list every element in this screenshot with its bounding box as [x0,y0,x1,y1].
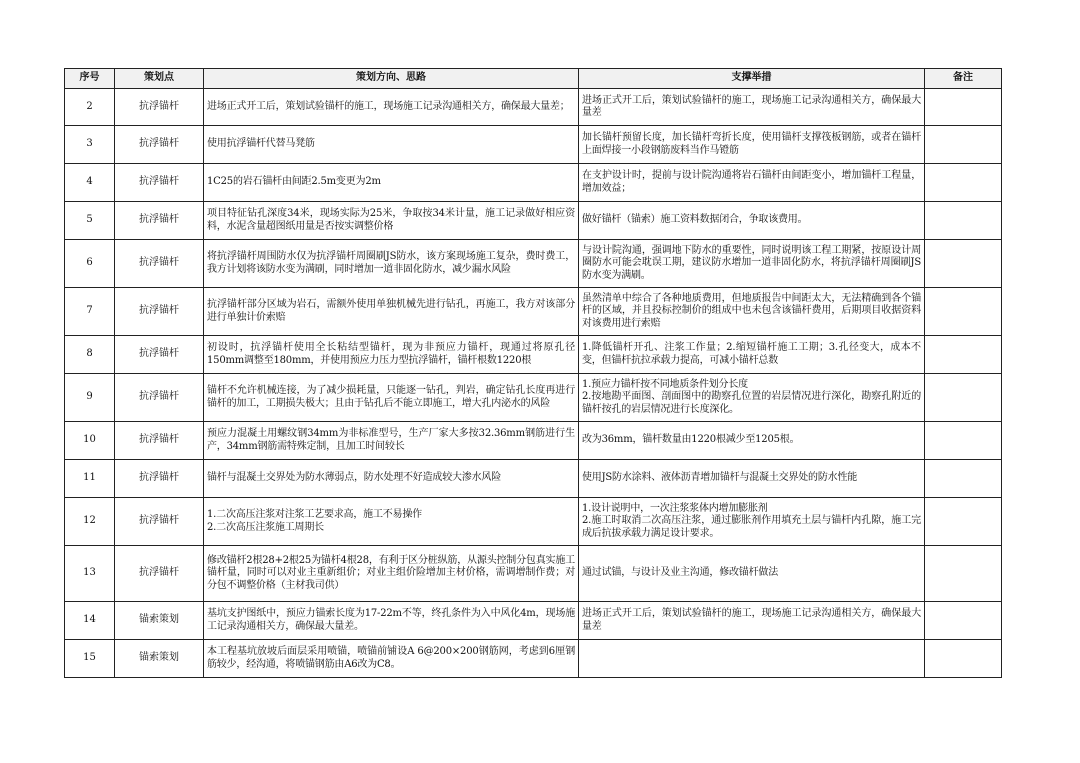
row-point: 抗浮锚杆 [115,89,204,126]
row-number: 12 [65,498,115,546]
row-remark [925,164,1002,202]
row-idea: 修改锚杆2根28+2根25为锚杆4根28，有利于区分桩纵筋，从源头控制分包真实施工锚杆量，同时可以对业主重新组价；对业主组价险增加主材价格，需调增制作费；对分包不调整价格（主材我司供） [204,546,579,602]
row-point: 锚索策划 [115,640,204,678]
row-point: 抗浮锚杆 [115,288,204,336]
header-idea: 策划方向、思路 [204,69,579,89]
row-idea: 本工程基坑放坡后面层采用喷锚，喷锚前铺设A 6@200×200钢筋网，考虑到6厘钢筋较少，经沟通，将喷锚钢筋由A6改为C8。 [204,640,579,678]
table-row [65,336,1002,374]
table-row [65,240,1002,288]
row-remark [925,89,1002,126]
row-number: 9 [65,374,115,422]
row-remark [925,288,1002,336]
row-point: 抗浮锚杆 [115,422,204,460]
row-number: 2 [65,89,115,126]
row-idea: 项目特征钻孔深度34米，现场实际为25米，争取按34米计量，施工记录做好相应资料，水泥含量超图纸用量是否按实调整价格 [204,202,579,240]
row-measure: 使用JS防水涂料、液体沥青增加锚杆与混凝土交界处的防水性能 [579,460,925,498]
row-idea: 1.二次高压注浆对注浆工艺要求高，施工不易操作 2.二次高压注浆施工周期长 [204,498,579,546]
row-point: 锚索策划 [115,602,204,640]
row-remark [925,240,1002,288]
table-row [65,288,1002,336]
table-row [65,374,1002,422]
header-no: 序号 [65,69,115,89]
row-number: 11 [65,460,115,498]
row-idea: 初设时，抗浮锚杆使用全长粘结型锚杆，现为非预应力锚杆，现通过将原孔径150mm调整至180mm，并使用预应力压力型抗浮锚杆，锚杆根数1220根 [204,336,579,374]
row-idea: 预应力混凝土用螺纹钢34mm为非标准型号，生产厂家大多按32.36mm钢筋进行生产，34mm钢筋需特殊定制，且加工时间较长 [204,422,579,460]
header-point: 策划点 [115,69,204,89]
row-idea: 锚杆与混凝土交界处为防水薄弱点，防水处理不好造成较大渗水风险 [204,460,579,498]
row-remark [925,202,1002,240]
row-remark [925,460,1002,498]
header-remark: 备注 [925,69,1002,89]
table-header-row [65,69,1002,89]
row-remark [925,498,1002,546]
header-measure: 支撑举措 [579,69,925,89]
table-row [65,422,1002,460]
row-measure: 进场正式开工后，策划试验锚杆的施工，现场施工记录沟通相关方，确保最大量差 [579,602,925,640]
row-remark [925,422,1002,460]
row-idea: 使用抗浮锚杆代替马凳筋 [204,126,579,164]
row-measure: 与设计院沟通，强调地下防水的重要性，同时说明该工程工期紧，按原设计周圈防水可能会耽误工期，建议防水增加一道非固化防水，将抗浮锚杆周圈刷JS防水变为满刷。 [579,240,925,288]
table-row [65,498,1002,546]
table-row [65,546,1002,602]
row-number: 5 [65,202,115,240]
row-number: 14 [65,602,115,640]
row-point: 抗浮锚杆 [115,498,204,546]
row-number: 7 [65,288,115,336]
row-idea: 锚杆不允许机械连接，为了减少损耗量，只能逐一钻孔，判岩，确定钻孔长度再进行锚杆的加工，工期损失极大；且由于钻孔后不能立即施工，增大孔内泌水的风险 [204,374,579,422]
row-number: 13 [65,546,115,602]
row-number: 6 [65,240,115,288]
row-measure: 虽然清单中综合了各种地质费用，但地质报告中间距太大，无法精确到各个锚杆的区域，并且投标控制价的组成中也未包含该锚杆费用，后期项目收据资料对该费用进行索赔 [579,288,925,336]
row-remark [925,546,1002,602]
table-row [65,640,1002,678]
row-remark [925,126,1002,164]
row-measure: 1.设计说明中，一次注浆浆体内增加膨胀剂 2.施工时取消二次高压注浆，通过膨胀剂作用填充土层与锚杆内孔隙，施工完成后抗拔承载力满足设计要求。 [579,498,925,546]
table-row [65,89,1002,126]
table-row [65,164,1002,202]
row-idea: 基坑支护图纸中，预应力锚索长度为17-22m不等，终孔条件为入中风化4m，现场施工记录沟通相关方，确保最大量差。 [204,602,579,640]
row-measure: 改为36mm，锚杆数量由1220根减少至1205根。 [579,422,925,460]
table-row [65,126,1002,164]
row-measure [579,640,925,678]
table-row [65,202,1002,240]
row-point: 抗浮锚杆 [115,374,204,422]
row-idea: 抗浮锚杆部分区域为岩石，需额外使用单独机械先进行钻孔，再施工，我方对该部分进行单独计价索赔 [204,288,579,336]
row-measure: 1.降低锚杆开孔、注浆工作量；2.缩短锚杆施工工期；3.孔径变大，成本不变，但锚杆抗拉承载力提高，可减小锚杆总数 [579,336,925,374]
row-point: 抗浮锚杆 [115,546,204,602]
row-point: 抗浮锚杆 [115,126,204,164]
row-measure: 1.预应力锚杆按不同地质条件划分长度 2.按地勘平面图、剖面图中的勘察孔位置的岩层情况进行深化，勘察孔附近的锚杆按孔的岩层情况进行长度深化。 [579,374,925,422]
row-remark [925,602,1002,640]
row-number: 15 [65,640,115,678]
row-idea: 进场正式开工后，策划试验锚杆的施工，现场施工记录沟通相关方，确保最大量差； [204,89,579,126]
row-number: 8 [65,336,115,374]
row-point: 抗浮锚杆 [115,336,204,374]
row-remark [925,336,1002,374]
planning-table [64,68,1002,678]
row-remark [925,640,1002,678]
row-number: 10 [65,422,115,460]
row-remark [925,374,1002,422]
row-measure: 进场正式开工后，策划试验锚杆的施工，现场施工记录沟通相关方，确保最大量差 [579,89,925,126]
row-point: 抗浮锚杆 [115,460,204,498]
row-measure: 做好锚杆（锚索）施工资料数据闭合，争取该费用。 [579,202,925,240]
row-measure: 加长锚杆预留长度，加长锚杆弯折长度，使用锚杆支撑筏板钢筋，或者在锚杆上面焊接一小段钢筋废料当作马镫筋 [579,126,925,164]
table-row [65,460,1002,498]
row-point: 抗浮锚杆 [115,202,204,240]
row-number: 4 [65,164,115,202]
row-number: 3 [65,126,115,164]
row-idea: 1C25的岩石锚杆由间距2.5m变更为2m [204,164,579,202]
row-measure: 在支护设计时，提前与设计院沟通将岩石锚杆由间距变小，增加锚杆工程量，增加效益； [579,164,925,202]
row-point: 抗浮锚杆 [115,240,204,288]
row-measure: 通过试锚，与设计及业主沟通，修改锚杆做法 [579,546,925,602]
table-row [65,602,1002,640]
row-idea: 将抗浮锚杆周围防水仅为抗浮锚杆周圈刷JS防水，该方案现场施工复杂，费时费工，我方计划将该防水变为满刷，同时增加一道非固化防水，减少漏水风险 [204,240,579,288]
row-point: 抗浮锚杆 [115,164,204,202]
